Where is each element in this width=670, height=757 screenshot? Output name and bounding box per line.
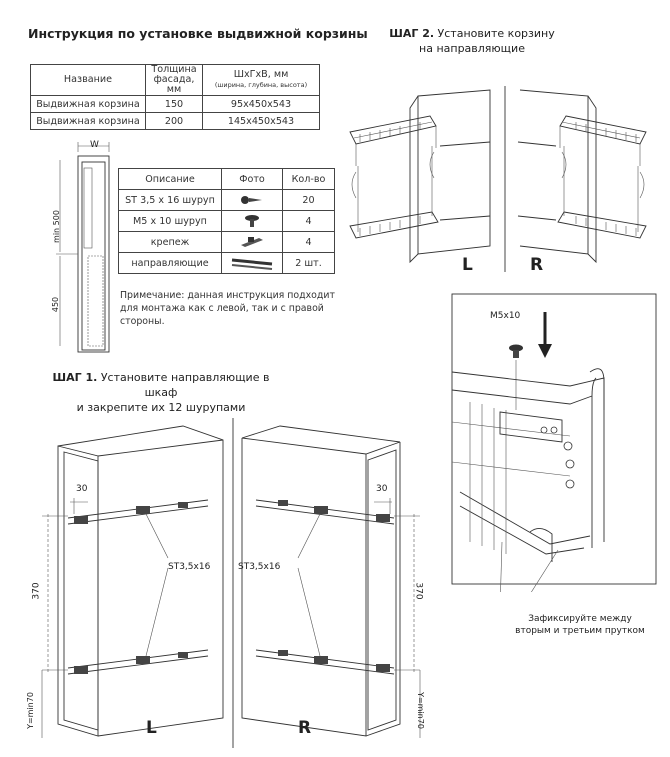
table-cell: 4	[283, 232, 335, 253]
fix-line2: вторым и третьим прутком	[515, 626, 645, 636]
bracket-icon	[239, 235, 265, 249]
table-row	[31, 113, 320, 130]
step2-line1: Установите корзину	[434, 27, 555, 40]
right-ymin-label: Y=min70	[415, 692, 425, 729]
fix-line1: Зафиксируйте между	[528, 614, 632, 624]
left-basket	[350, 116, 490, 238]
table-cell: 4	[283, 211, 335, 232]
table-row	[31, 96, 320, 113]
step2-heading	[372, 26, 572, 56]
bolt-label: M5x10	[490, 311, 521, 321]
column-header: Толщина фасада, мм	[146, 65, 203, 96]
step2-right-label: R	[530, 255, 544, 275]
photo-cell	[222, 253, 283, 274]
table-cell: 2 шт.	[283, 253, 335, 274]
column-header: Фото	[222, 169, 283, 190]
fix-instruction	[505, 613, 655, 637]
table-cell: 145х450х543	[203, 113, 320, 130]
column-header: Описание	[119, 169, 222, 190]
left-ymin-label: Y=min70	[25, 692, 35, 729]
right-d370-label: 370	[413, 582, 424, 600]
table-cell: направляющие	[119, 253, 222, 274]
basket-frame	[452, 369, 604, 562]
table-cell: крепеж	[119, 232, 222, 253]
table-cell: 20	[283, 190, 335, 211]
page-title: Инструкция по установке выдвижной корзины	[28, 26, 368, 41]
step2-basket-drawing	[340, 86, 655, 278]
bolt-icon	[242, 214, 262, 228]
table-row	[119, 190, 335, 211]
step1-left-label: L	[146, 718, 157, 738]
step1-prefix: ШАГ 1.	[52, 371, 98, 384]
rail-icon	[230, 256, 274, 270]
column-header: Название	[31, 65, 146, 96]
m5-bolt	[509, 345, 523, 359]
table-cell: M5 x 10 шуруп	[119, 211, 222, 232]
table-cell: ST 3,5 x 16 шуруп	[119, 190, 222, 211]
right-cabinet	[242, 426, 420, 738]
table-header-row	[119, 169, 335, 190]
left-d370-label: 370	[31, 582, 42, 600]
step2-prefix: ШАГ 2.	[389, 27, 435, 40]
table-cell: 150	[146, 96, 203, 113]
min500-label: min 500	[51, 210, 61, 243]
cabinet-profile-drawing	[48, 138, 118, 358]
column-header-sub: (ширина, глубина, высота)	[214, 81, 308, 89]
table-row	[119, 253, 335, 274]
photo-cell	[222, 190, 283, 211]
step1-line1: Установите направляющие в шкаф	[97, 371, 270, 399]
step1-line2: и закрепите их 12 шурупами	[76, 401, 246, 414]
column-header	[203, 65, 320, 96]
width-label: W	[90, 140, 99, 150]
left-d30-label: 30	[76, 484, 88, 494]
step2-line2: на направляющие	[419, 42, 525, 55]
step1-heading	[36, 370, 286, 415]
right-d30-label: 30	[376, 484, 388, 494]
step1-right-label: R	[298, 718, 312, 738]
table-row	[119, 211, 335, 232]
column-header: Кол-во	[283, 169, 335, 190]
photo-cell	[222, 232, 283, 253]
parts-table	[118, 168, 335, 274]
basket-spec-table	[30, 64, 320, 130]
table-cell: 95х450х543	[203, 96, 320, 113]
table-header-row	[31, 65, 320, 96]
bolt-detail-drawing	[440, 292, 662, 592]
column-header-main: ШхГхВ, мм	[233, 69, 289, 80]
table-cell: Выдвижная корзина	[31, 96, 146, 113]
left-screw-label: ST3,5x16	[168, 562, 211, 572]
left-cabinet	[42, 426, 223, 738]
table-row	[119, 232, 335, 253]
right-basket	[518, 116, 646, 238]
screw-icon	[240, 195, 264, 205]
table-cell: 200	[146, 113, 203, 130]
step2-left-label: L	[462, 255, 473, 275]
step1-cabinets-drawing	[25, 418, 440, 748]
h450-label: 450	[51, 296, 61, 313]
right-screw-label: ST3,5x16	[238, 562, 281, 572]
mounting-note: Примечание: данная инструкция подходит для монтажа как с левой, так и с правой стороны.	[120, 290, 335, 327]
table-cell: Выдвижная корзина	[31, 113, 146, 130]
photo-cell	[222, 211, 283, 232]
